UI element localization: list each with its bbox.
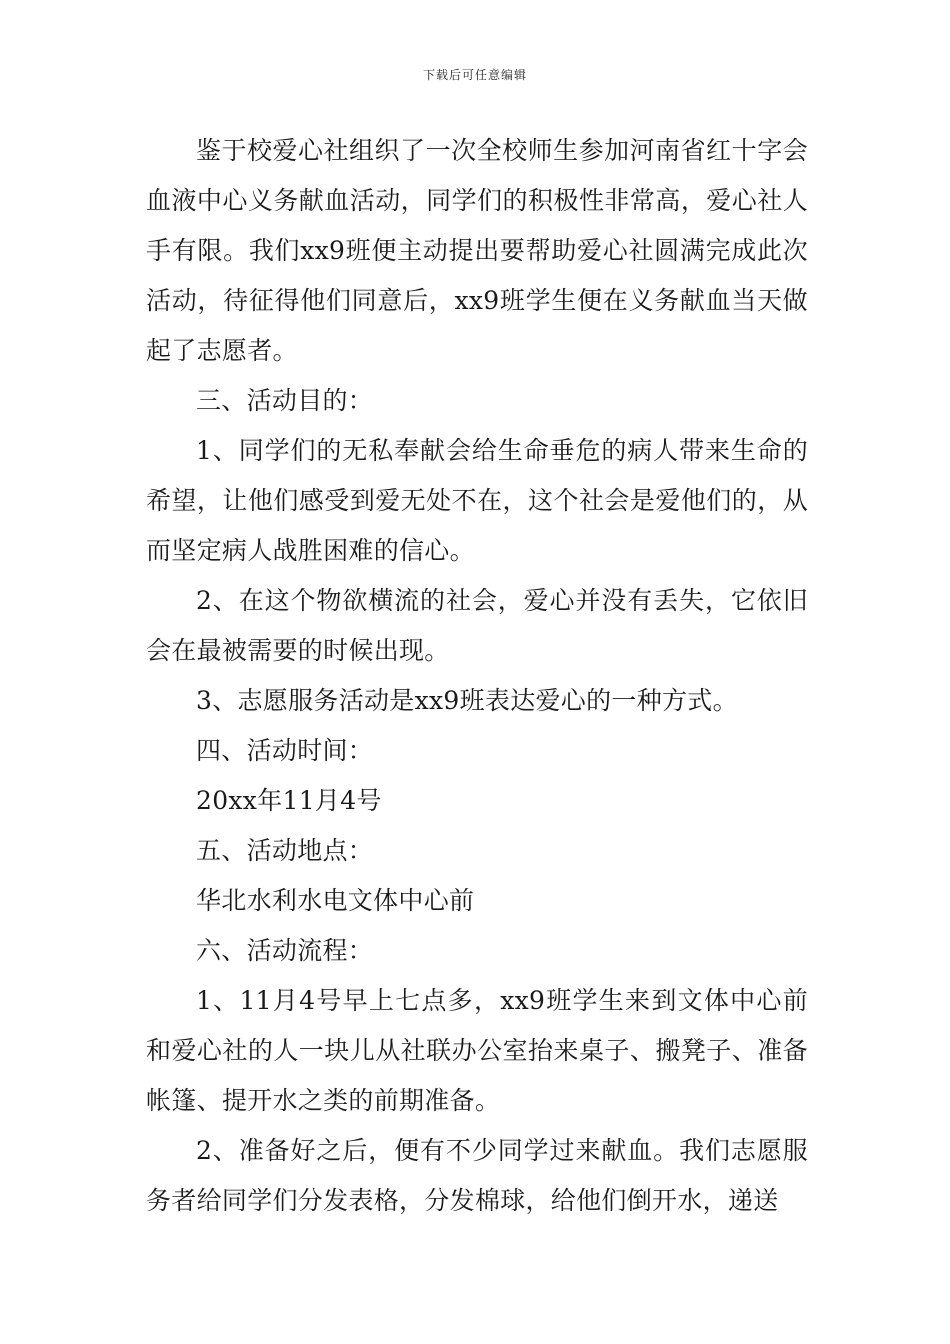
- purpose-item-1: 1、同学们的无私奉献会给生命垂危的病人带来生命的希望，让他们感受到爱无处不在，这个社会是爱他们的，从而坚定病人战胜困难的信心。: [146, 436, 808, 565]
- activity-time-value: 20xx年11月4号: [196, 786, 382, 815]
- process-step-2: 2、准备好之后，便有不少同学过来献血。我们志愿服务者给同学们分发表格，分发棉球，给他们倒开水，递送: [146, 1136, 808, 1215]
- purpose-item-3: 3、志愿服务活动是xx9班表达爱心的一种方式。: [196, 686, 738, 715]
- activity-location-value: 华北水利水电文体中心前: [196, 886, 475, 915]
- paragraph-intro: 鉴于校爱心社组织了一次全校师生参加河南省红十字会血液中心义务献血活动，同学们的积极性非常高，爱心社人手有限。我们xx9班便主动提出要帮助爱心社圆满完成此次活动，待征得他们同意后，xx9班学生便在义务献血当天做起了志愿者。: [146, 136, 808, 365]
- header-note: 下载后可任意编辑: [422, 68, 527, 82]
- process-step-1: 1、11月4号早上七点多，xx9班学生来到文体中心前和爱心社的人一块儿从社联办公室抬来桌子、搬凳子、准备帐篷、提开水之类的前期准备。: [146, 986, 808, 1115]
- purpose-item-2: 2、在这个物欲横流的社会，爱心并没有丢失，它依旧会在最被需要的时候出现。: [146, 586, 808, 665]
- heading-activity-time: 四、活动时间：: [196, 736, 374, 765]
- heading-activity-location: 五、活动地点：: [196, 836, 374, 865]
- heading-activity-purpose: 三、活动目的：: [196, 386, 374, 415]
- document-body: [146, 126, 808, 1226]
- heading-activity-process: 六、活动流程：: [196, 936, 374, 965]
